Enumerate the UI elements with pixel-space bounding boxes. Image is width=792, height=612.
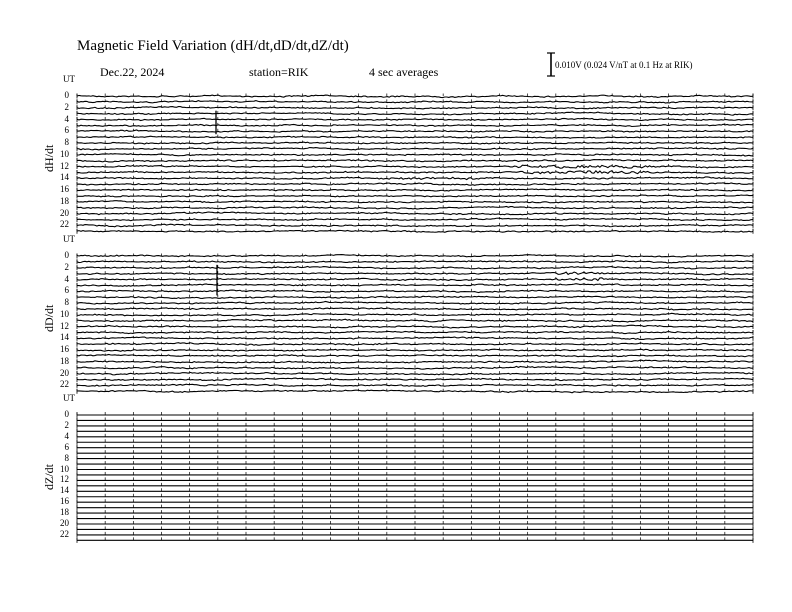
hour-label: 16 (60, 496, 69, 507)
panel-dd (77, 254, 753, 394)
ylabel-dh: dH/dt (42, 144, 56, 172)
hour-label: 20 (60, 207, 69, 218)
hour-label: 14 (60, 485, 69, 496)
hour-label: 14 (60, 172, 69, 183)
trace-line (77, 136, 753, 138)
trace-line (77, 337, 753, 339)
hour-label: 12 (60, 474, 69, 485)
averaging-label: 4 sec averages (369, 65, 439, 79)
hour-label: 8 (64, 297, 69, 308)
hour-label: 18 (60, 195, 69, 206)
hour-label: 10 (60, 148, 69, 159)
hour-label: 22 (60, 379, 69, 390)
trace-line (77, 189, 753, 191)
hour-label: 20 (60, 367, 69, 378)
ut-label-dz: UT (63, 393, 75, 403)
trace-line (77, 296, 753, 298)
hour-label: 2 (64, 101, 69, 112)
hour-label: 12 (60, 320, 69, 331)
ut-label-dd: UT (63, 234, 75, 244)
hour-label: 6 (64, 125, 69, 136)
trace-line (77, 313, 753, 316)
hour-label: 8 (64, 452, 69, 463)
scale-bar-label: 0.010V (0.024 V/nT at 0.1 Hz at RIK) (555, 60, 693, 70)
hour-label: 22 (60, 219, 69, 230)
ylabel-dz: dZ/dt (42, 464, 56, 490)
trace-line (77, 390, 753, 393)
hour-label: 0 (64, 409, 69, 419)
chart-title: Magnetic Field Variation (dH/dt,dD/dt,dZ/dt) (77, 38, 349, 54)
hour-label: 18 (60, 507, 69, 518)
hour-label: 12 (60, 160, 69, 171)
hour-label: 18 (60, 355, 69, 366)
ut-label-dh: UT (63, 74, 75, 84)
hour-label: 0 (64, 250, 69, 260)
hour-label: 10 (60, 463, 69, 474)
hour-label: 10 (60, 308, 69, 319)
panel-dh (77, 94, 753, 234)
hour-label: 6 (64, 441, 69, 452)
hour-label: 4 (64, 273, 69, 284)
panel-dz (77, 412, 753, 543)
hour-label: 4 (64, 113, 69, 124)
hour-label: 14 (60, 332, 69, 343)
hour-label: 6 (64, 285, 69, 296)
hour-label: 8 (64, 137, 69, 148)
station-label: station=RIK (249, 65, 309, 79)
hour-label: 0 (64, 90, 69, 100)
trace-line (77, 118, 753, 120)
hour-label: 16 (60, 184, 69, 195)
hour-label: 2 (64, 419, 69, 430)
ylabel-dd: dD/dt (42, 304, 56, 332)
hour-label: 2 (64, 261, 69, 272)
hour-label: 20 (60, 518, 69, 528)
hour-label: 4 (64, 430, 69, 441)
hour-label: 22 (60, 528, 69, 539)
date-label: Dec.22, 2024 (100, 65, 165, 79)
hour-label: 16 (60, 344, 69, 355)
